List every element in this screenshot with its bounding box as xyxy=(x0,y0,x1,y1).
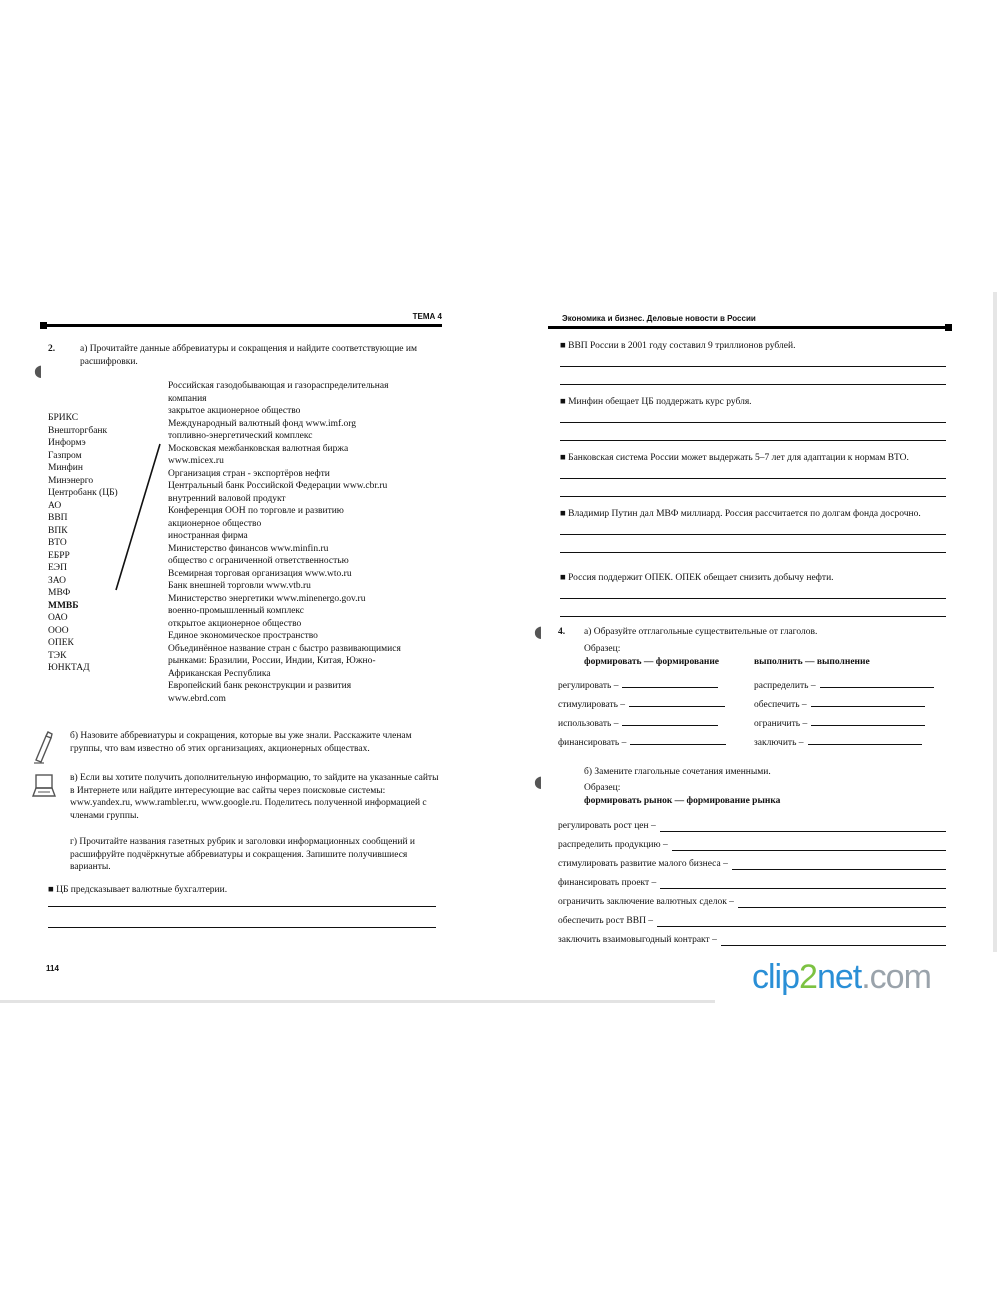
phrase-row xyxy=(558,858,946,877)
phrase-row xyxy=(558,896,946,915)
phrase-row xyxy=(558,877,946,896)
sample-a1: формировать — формирование xyxy=(584,657,720,667)
answer-blank xyxy=(657,915,946,927)
verb-row xyxy=(558,718,726,737)
abbreviation-item: АО xyxy=(48,500,62,511)
explanation-item: открытое акционерное общество xyxy=(168,618,302,629)
explanation-item: Банк внешней торговли www.vtb.ru xyxy=(168,581,311,591)
sample-a2: выполнить — выполнение xyxy=(754,657,870,667)
left-bullet: ■ ЦБ предсказывает валютные бухгалтерии. xyxy=(48,885,228,895)
verb-row xyxy=(558,737,726,756)
answer-blank xyxy=(660,820,946,832)
answer-blank xyxy=(630,744,726,745)
header-rule-right xyxy=(548,326,948,329)
verb-label: ограничить – xyxy=(754,719,808,729)
explanation-item: Европейский банк реконструкции и развития xyxy=(168,681,352,691)
abbreviation-item: ВВП xyxy=(48,513,68,523)
verb-label: заключить – xyxy=(754,738,804,748)
answer-blank xyxy=(660,877,946,889)
answer-blank xyxy=(808,744,922,745)
answer-blank xyxy=(622,725,718,726)
verb-label: использовать – xyxy=(558,719,619,729)
verb-row xyxy=(558,699,726,718)
phrase-row xyxy=(558,934,946,953)
phrase-label: регулировать рост цен – xyxy=(558,821,656,831)
phrase-label: финансировать проект – xyxy=(558,878,657,888)
verb-row xyxy=(754,737,934,756)
answer-line xyxy=(560,440,946,441)
abbreviation-item: Минэнерго xyxy=(48,475,94,486)
answer-blank xyxy=(672,839,946,851)
abbreviation-item: Центробанк (ЦБ) xyxy=(48,488,118,498)
verbs-left-column xyxy=(558,680,726,756)
answer-line xyxy=(560,496,946,497)
right-header: Экономика и бизнес. Деловые новости в России xyxy=(562,314,756,323)
verb-row xyxy=(754,699,934,718)
answer-line xyxy=(560,616,946,617)
news-bullet: ■ Владимир Путин дал МВФ миллиард. Россия рассчитается по долгам фонда досрочно. xyxy=(560,509,921,519)
abbreviation-item: ОПЕК xyxy=(48,638,74,648)
task-4b-text: б) Замените глагольные сочетания именными. xyxy=(584,767,771,777)
explanation-item: компания xyxy=(168,393,207,404)
answer-blank xyxy=(738,896,946,908)
explanation-item: www.ebrd.com xyxy=(168,693,226,704)
abbreviation-item: ВТО xyxy=(48,538,67,548)
answer-blank xyxy=(629,706,725,707)
explanation-item: Конференция ООН по торговле и развитию xyxy=(168,506,344,516)
explanation-item: рынками: Бразилии, России, Индии, Китая, Южно- xyxy=(168,656,376,666)
explanation-item: Африканская Республика xyxy=(168,668,271,679)
answer-line xyxy=(48,906,436,907)
abbreviation-item: ВПК xyxy=(48,525,68,536)
task-4a-text: а) Образуйте отглагольные существительные от глаголов. xyxy=(584,627,818,637)
answer-blank xyxy=(721,934,946,946)
answer-blank xyxy=(622,687,718,688)
pencil-icon xyxy=(32,730,56,769)
answer-line xyxy=(560,478,946,479)
header-rule-left xyxy=(44,324,442,327)
scan-border-bottom xyxy=(0,1000,715,1003)
abbreviation-item: ЮНКТАД xyxy=(48,663,90,673)
task-a-text: а) Прочитайте данные аббревиатуры и сокращения и найдите соответствующие им расшифровки. xyxy=(80,344,417,367)
abbreviation-list xyxy=(48,412,118,675)
verb-label: финансировать – xyxy=(558,738,627,748)
explanation-item: топливно-энергетический комплекс xyxy=(168,431,313,441)
answer-blank xyxy=(811,706,925,707)
abbreviation-item: Внешторгбанк xyxy=(48,425,108,436)
phrase-label: стимулировать развитие малого бизнеса – xyxy=(558,859,728,869)
explanation-item: акционерное общество xyxy=(168,518,262,529)
verbs-right-column xyxy=(754,680,934,756)
phrase-label: ограничить заключение валютных сделок – xyxy=(558,897,734,907)
abbreviation-item: БРИКС xyxy=(48,413,79,423)
answer-line xyxy=(560,422,946,423)
explanation-item: закрытое акционерное общество xyxy=(168,406,301,416)
sample-b: формировать рынок — формирование рынка xyxy=(584,796,781,806)
abbreviation-item: ТЭК xyxy=(48,650,67,661)
page-number: 114 xyxy=(46,964,59,973)
explanation-item: военно-промышленный комплекс xyxy=(168,606,305,616)
news-bullet: ■ Россия поддержит ОПЕК. ОПЕК обещает снизить добычу нефти. xyxy=(560,573,834,583)
abbreviation-item: ООО xyxy=(48,625,69,636)
verb-label: регулировать – xyxy=(558,681,619,691)
matching-line xyxy=(110,440,170,600)
explanation-item: Всемирная торговая организация www.wto.ru xyxy=(168,568,352,579)
explanation-item: Министерство энергетики www.minenergo.gov.ru xyxy=(168,593,366,604)
abbreviation-item: ЕБРР xyxy=(48,550,70,561)
abbreviation-item: Газпром xyxy=(48,450,82,461)
phrase-label: распределить продукцию – xyxy=(558,840,668,850)
right-page xyxy=(534,310,958,970)
answer-line xyxy=(48,927,436,928)
task-b-text: б) Назовите аббревиатуры и сокращения, которые вы уже знали. Расскажите членам группы, что вам известно об этих организациях, акционерных обществах. xyxy=(70,731,412,754)
explanation-item: Министерство финансов www.minfin.ru xyxy=(168,543,329,554)
verb-row xyxy=(754,718,934,737)
watermark-logo: clip2net.com xyxy=(752,958,931,996)
left-header: ТЕМА 4 xyxy=(412,312,442,321)
task-g-text: г) Прочитайте названия газетных рубрик и заголовки информационных сообщений и расшифруйте подчёркнутые аббревиатуры и сокращения. Запишите получившиеся варианты. xyxy=(70,837,415,872)
abbreviation-item: Информэ xyxy=(48,438,86,448)
phrase-row xyxy=(558,915,946,934)
abbreviation-item: ОАО xyxy=(48,613,68,623)
laptop-icon xyxy=(30,772,58,807)
explanation-item: Организация стран - экспортёров нефти xyxy=(168,468,330,479)
task-v-text: в) Если вы хотите получить дополнительную информацию, то зайдите на указанные сайты в Интернете или найдите интересующие вас сайты через поисковые системы: www.yandex.ru, www.rambler.ru, www.google.ru. Поделитесь полученной информацией с членами группы. xyxy=(70,773,439,821)
explanation-item: внутренний валовой продукт xyxy=(168,493,286,504)
explanation-item: Международный валютный фонд www.imf.org xyxy=(168,418,357,429)
task-4-number: 4. xyxy=(558,627,566,637)
answer-blank xyxy=(811,725,925,726)
explanation-item: Российская газодобывающая и газораспределительная xyxy=(168,381,389,391)
news-bullet: ■ ВВП России в 2001 году составил 9 триллионов рублей. xyxy=(560,341,796,351)
explanation-item: Объединённое название стран с быстро развивающимися xyxy=(168,643,401,654)
left-page xyxy=(30,310,442,1000)
scan-border-right xyxy=(993,292,997,952)
abbreviation-item: Минфин xyxy=(48,463,83,473)
phrase-label: обеспечить рост ВВП – xyxy=(558,916,654,926)
sample-label: Образец: xyxy=(584,783,621,793)
verb-label: стимулировать – xyxy=(558,700,626,710)
answer-line xyxy=(560,366,946,367)
verb-row xyxy=(558,680,726,699)
answer-line xyxy=(560,598,946,599)
answer-line xyxy=(560,384,946,385)
abbreviation-item: ЗАО xyxy=(48,575,67,586)
explanation-item: общество с ограниченной ответственностью xyxy=(168,556,349,566)
ear-icon: ◖ xyxy=(534,622,543,641)
answer-line xyxy=(560,534,946,535)
phrase-label: заключить взаимовыгодный контракт – xyxy=(558,935,717,945)
sample-label: Образец: xyxy=(584,644,621,654)
explanation-item: Московская межбанковская валютная биржа xyxy=(168,443,349,454)
answer-blank xyxy=(732,858,946,870)
ear-icon: ◖ xyxy=(534,772,543,791)
verb-label: распределить – xyxy=(754,681,816,691)
answer-blank xyxy=(820,687,934,688)
news-bullet: ■ Минфин обещает ЦБ поддержать курс рубля. xyxy=(560,397,752,407)
verb-label: обеспечить – xyxy=(754,700,807,710)
abbreviation-item: ЕЭП xyxy=(48,563,67,573)
verb-row xyxy=(754,680,934,699)
phrase-list xyxy=(558,820,946,953)
explanation-list xyxy=(168,380,443,705)
abbreviation-item: ММВБ xyxy=(48,600,79,611)
abbreviation-item: МВФ xyxy=(48,588,71,598)
task-number: 2. xyxy=(48,344,56,354)
phrase-row xyxy=(558,820,946,839)
explanation-item: www.micex.ru xyxy=(168,456,224,466)
answer-line xyxy=(560,552,946,553)
explanation-item: Единое экономическое пространство xyxy=(168,631,318,641)
news-bullet: ■ Банковская система России может выдержать 5–7 лет для адаптации к нормам ВТО. xyxy=(560,453,909,463)
explanation-item: иностранная фирма xyxy=(168,531,248,541)
phrase-row xyxy=(558,839,946,858)
header-square-right xyxy=(945,324,952,331)
ear-icon: ◖ xyxy=(34,361,43,380)
explanation-item: Центральный банк Российской Федерации www.cbr.ru xyxy=(168,481,388,491)
